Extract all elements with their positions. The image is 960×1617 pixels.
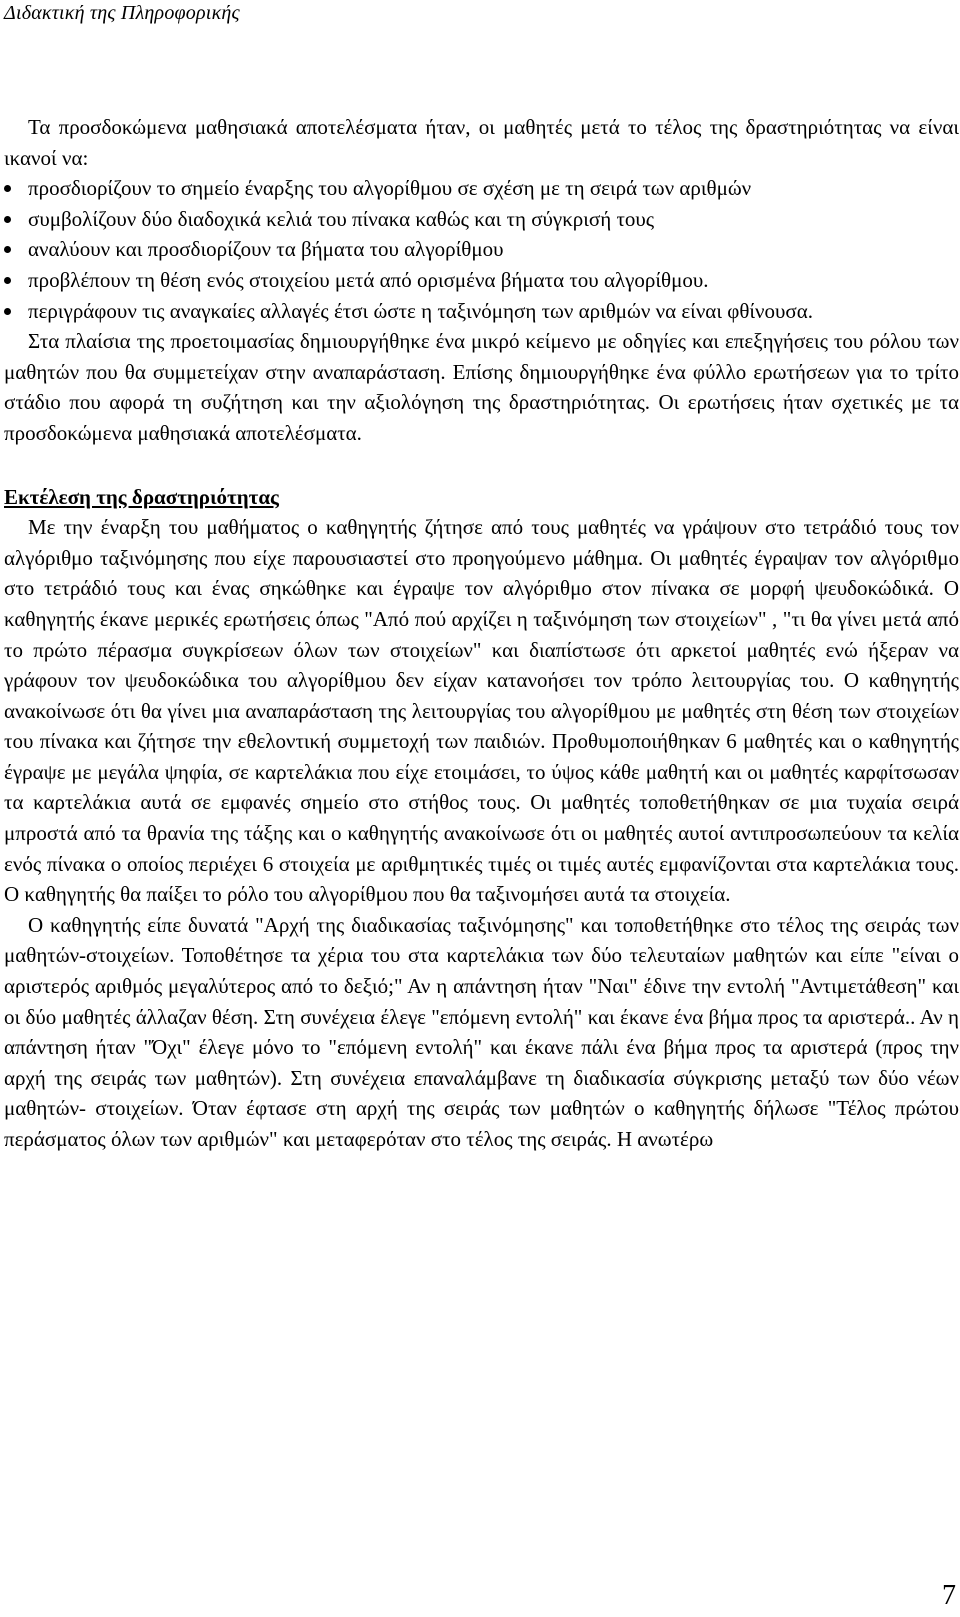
bullet-icon [4, 308, 11, 315]
running-header: Διδακτική της Πληροφορικής [4, 2, 240, 24]
execution-paragraph-1: Με την έναρξη του μαθήματος ο καθηγητής ζήτησε από τους μαθητές να γράψουν στο τετράδιό τους τον αλγόριθμο ταξινόμησης που είχε παρουσιαστεί στο προηγούμενο μάθημα. Οι μαθητές έγραψαν τον αλγόριθμο στο τετράδιό τους και ένας σηκώθηκε και έγραψε τον αλγόριθμο στον πίνακα σε μορφή ψευδοκώδικά. Ο καθηγητής έκανε μερικές ερωτήσεις όπως "Από πού αρχίζει η ταξινόμηση των στοιχείων" , "τι θα γίνει μετά από το πρώτο πέρασμα συγκρίσεων όλων των στοιχείων" και διαπίστωσε ότι αρκετοί μαθητές ενώ ήξεραν να γράφουν τον ψευδοκώδικα του αλγορίθμου δεν είχαν κατανοήσει τον τρόπο λειτουργίας του. Ο καθηγητής ανακοίνωσε ότι θα γίνει μια αναπαράσταση της λειτουργίας του αλγορίθμου με μαθητές στη θέση των στοιχείων του πίνακα και ζήτησε την εθελοντική συμμετοχή των παιδιών. Προθυμοποιήθηκαν 6 μαθητές και ο καθηγητής έγραψε με μεγάλα ψηφία, σε καρτελάκια που είχε ετοιμάσει, το ύψος κάθε μαθητή και οι μαθητές καρφίτσωσαν τα καρτελάκια αυτά σε εμφανές σημείο στο στήθος τους. Οι μαθητές τοποθετήθηκαν σε μια τυχαία σειρά μπροστά από τα θρανία της τάξης και ο καθηγητής ανακοίνωσε ότι οι μαθητές αυτοί αντιπροσωπεύουν τα κελία ενός πίνακα ο οποίος περιέχει 6 στοιχεία με αριθμητικές τιμές οι τιμές αυτές εμφανίζονται στα καρτελάκια τους. Ο καθηγητής θα παίξει το ρόλο του αλγορίθμου που θα ταξινομήσει αυτά τα στοιχεία. [4, 515, 959, 907]
intro-lead: Τα προσδοκώμενα μαθησιακά αποτελέσματα ήταν, οι μαθητές μετά το τέλος της δραστηριότητας να είναι ικανοί να: [4, 115, 959, 170]
bullet-icon [4, 216, 11, 223]
preparation-paragraph: Στα πλαίσια της προετοιμασίας δημιουργήθηκε ένα μικρό κείμενο με οδηγίες και επεξηγήσεις του ρόλου των μαθητών που θα συμμετείχαν στην αναπαράσταση. Επίσης δημιουργήθηκε ένα φύλλο ερωτήσεων για το τρίτο στάδιο που αφορά τη συζήτηση και την αξιολόγηση της δραστηριότητας. Οι ερωτήσεις ήταν σχετικές με τα προσδοκώμενα μαθησιακά αποτελέσματα. [4, 329, 959, 445]
list-item: προσδιορίζουν το σημείο έναρξης του αλγορίθμου σε σχέση με τη σειρά των αριθμών [4, 173, 959, 204]
section-heading: Εκτέλεση της δραστηριότητας [4, 484, 279, 509]
section-spacer [4, 449, 959, 482]
list-item: συμβολίζουν δύο διαδοχικά κελιά του πίνακα καθώς και τη σύγκρισή τους [4, 204, 959, 235]
list-item: περιγράφουν τις αναγκαίες αλλαγές έτσι ώστε η ταξινόμηση των αριθμών να είναι φθίνουσα. [4, 296, 959, 327]
document-body [4, 112, 959, 1155]
bullet-icon [4, 185, 11, 192]
bullet-icon [4, 277, 11, 284]
outcomes-list [4, 173, 959, 326]
bullet-icon [4, 246, 11, 253]
list-item: αναλύουν και προσδιορίζουν τα βήματα του αλγορίθμου [4, 234, 959, 265]
execution-paragraph-2: Ο καθηγητής είπε δυνατά "Αρχή της διαδικασίας ταξινόμησης" και τοποθετήθηκε στο τέλος της σειράς των μαθητών-στοιχείων. Τοποθέτησε τα χέρια του στα καρτελάκια των δύο τελευταίων μαθητών και είπε "είναι ο αριστερός αριθμός μεγαλύτερος από το δεξιό;" Αν η απάντηση ήταν "Ναι" έδινε την εντολή "Αντιμετάθεση" και οι δύο μαθητές άλλαζαν θέση. Στη συνέχεια έλεγε "επόμενη εντολή" και έκανε ένα βήμα προς τα αριστερά.. Αν η απάντηση ήταν "Όχι" έλεγε μόνο το "επόμενη εντολή" και έκανε πάλι ένα βήμα προς τα αριστερά (προς την αρχή της σειράς των μαθητών). Στη συνέχεια επαναλάμβανε τη διαδικασία σύγκρισης μεταξύ των δύο νέων μαθητών- στοιχείων. Όταν έφτασε στη αρχή της σειράς των μαθητών ο καθηγητής δήλωσε "Τέλος πρώτου περάσματος όλων των αριθμών" και μεταφερόταν στο τέλος της σειράς. Η ανωτέρω [4, 912, 959, 1151]
list-item: προβλέπουν τη θέση ενός στοιχείου μετά από ορισμένα βήματα του αλγορίθμου. [4, 265, 959, 296]
page-number: 7 [942, 1580, 956, 1611]
